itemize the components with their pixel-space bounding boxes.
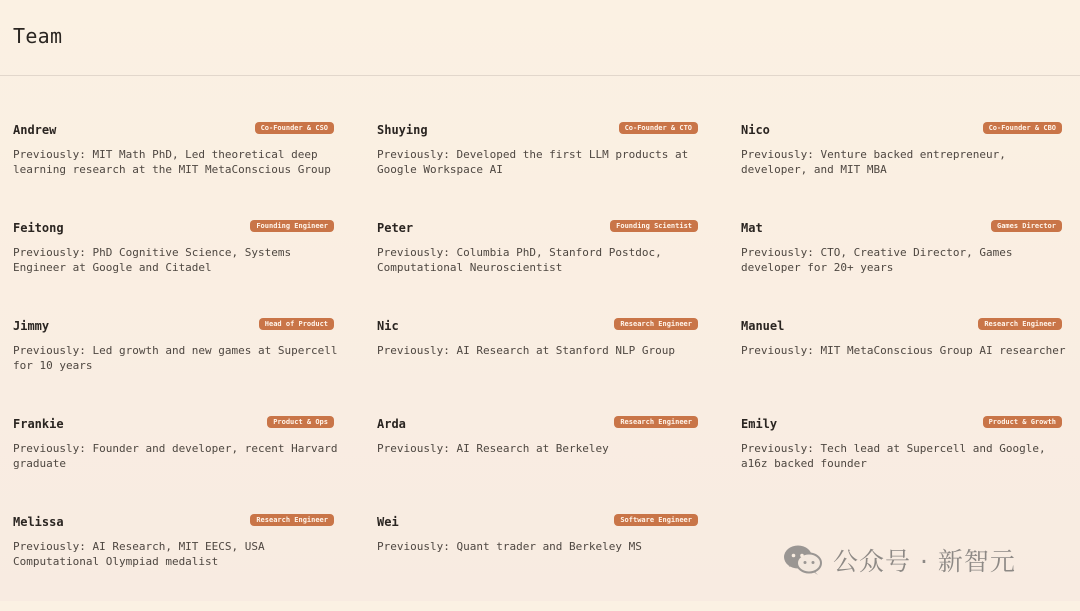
member-bio: Previously: Developed the first LLM products at Google Workspace AI xyxy=(377,148,689,176)
role-badge: Research Engineer xyxy=(614,318,698,330)
member-name: Wei xyxy=(377,515,399,529)
role-badge: Founding Engineer xyxy=(250,220,334,232)
team-card xyxy=(741,121,1062,219)
member-name: Feitong xyxy=(13,221,64,235)
team-card xyxy=(13,415,338,513)
team-card xyxy=(13,121,334,219)
member-bio: Previously: Quant trader and Berkeley MS xyxy=(377,540,642,553)
member-bio: Previously: Columbia PhD, Stanford Postdoc, Computational Neuroscientist xyxy=(377,246,662,274)
member-name: Frankie xyxy=(13,417,64,431)
team-grid xyxy=(13,121,1067,611)
member-bio: Previously: Led growth and new games at Supercell for 10 years xyxy=(13,344,338,372)
team-card xyxy=(741,219,1062,317)
role-badge: Product & Ops xyxy=(267,416,334,428)
member-bio: Previously: PhD Cognitive Science, Systems Engineer at Google and Citadel xyxy=(13,246,292,274)
wechat-watermark xyxy=(783,542,1016,578)
member-name: Peter xyxy=(377,221,414,235)
member-bio: Previously: Founder and developer, recent Harvard graduate xyxy=(13,442,338,470)
team-card xyxy=(741,317,1066,415)
role-badge: Games Director xyxy=(991,220,1062,232)
member-bio: Previously: AI Research at Berkeley xyxy=(377,442,609,455)
member-name: Arda xyxy=(377,417,406,431)
role-badge: Co-Founder & CTO xyxy=(619,122,698,134)
role-badge: Head of Product xyxy=(259,318,334,330)
team-card xyxy=(13,317,338,415)
member-bio: Previously: Venture backed entrepreneur, developer, and MIT MBA xyxy=(741,148,1006,176)
page-title: Team xyxy=(13,24,63,48)
role-badge: Product & Growth xyxy=(983,416,1062,428)
member-bio: Previously: MIT Math PhD, Led theoretical deep learning research at the MIT MetaConscious Group xyxy=(13,148,331,176)
role-badge: Co-Founder & CBO xyxy=(983,122,1062,134)
team-card xyxy=(741,415,1062,513)
role-badge: Software Engineer xyxy=(614,514,698,526)
role-badge: Founding Scientist xyxy=(610,220,698,232)
member-name: Nic xyxy=(377,319,399,333)
team-card xyxy=(13,219,334,317)
role-badge: Research Engineer xyxy=(250,514,334,526)
member-bio: Previously: MIT MetaConscious Group AI researcher xyxy=(741,344,1066,357)
team-card xyxy=(377,415,698,513)
team-card xyxy=(377,513,698,611)
member-name: Shuying xyxy=(377,123,428,137)
member-name: Melissa xyxy=(13,515,64,529)
member-name: Andrew xyxy=(13,123,57,137)
member-name: Nico xyxy=(741,123,770,137)
team-card xyxy=(377,317,698,415)
member-name: Jimmy xyxy=(13,319,50,333)
member-bio: Previously: AI Research at Stanford NLP Group xyxy=(377,344,676,357)
member-bio: Previously: AI Research, MIT EECS, USA Computational Olympiad medalist xyxy=(13,540,265,568)
member-name: Emily xyxy=(741,417,778,431)
watermark-text: 公众号 · 新智元 xyxy=(833,547,1016,576)
member-name: Manuel xyxy=(741,319,785,333)
member-name: Mat xyxy=(741,221,763,235)
role-badge: Research Engineer xyxy=(978,318,1062,330)
member-bio: Previously: CTO, Creative Director, Games developer for 20+ years xyxy=(741,246,1013,274)
member-bio: Previously: Tech lead at Supercell and Google, a16z backed founder xyxy=(741,442,1046,470)
role-badge: Research Engineer xyxy=(614,416,698,428)
role-badge: Co-Founder & CSO xyxy=(255,122,334,134)
team-card xyxy=(377,219,698,317)
team-card xyxy=(13,513,334,611)
team-card xyxy=(377,121,698,219)
page-header xyxy=(0,0,1080,76)
wechat-icon xyxy=(783,544,823,576)
